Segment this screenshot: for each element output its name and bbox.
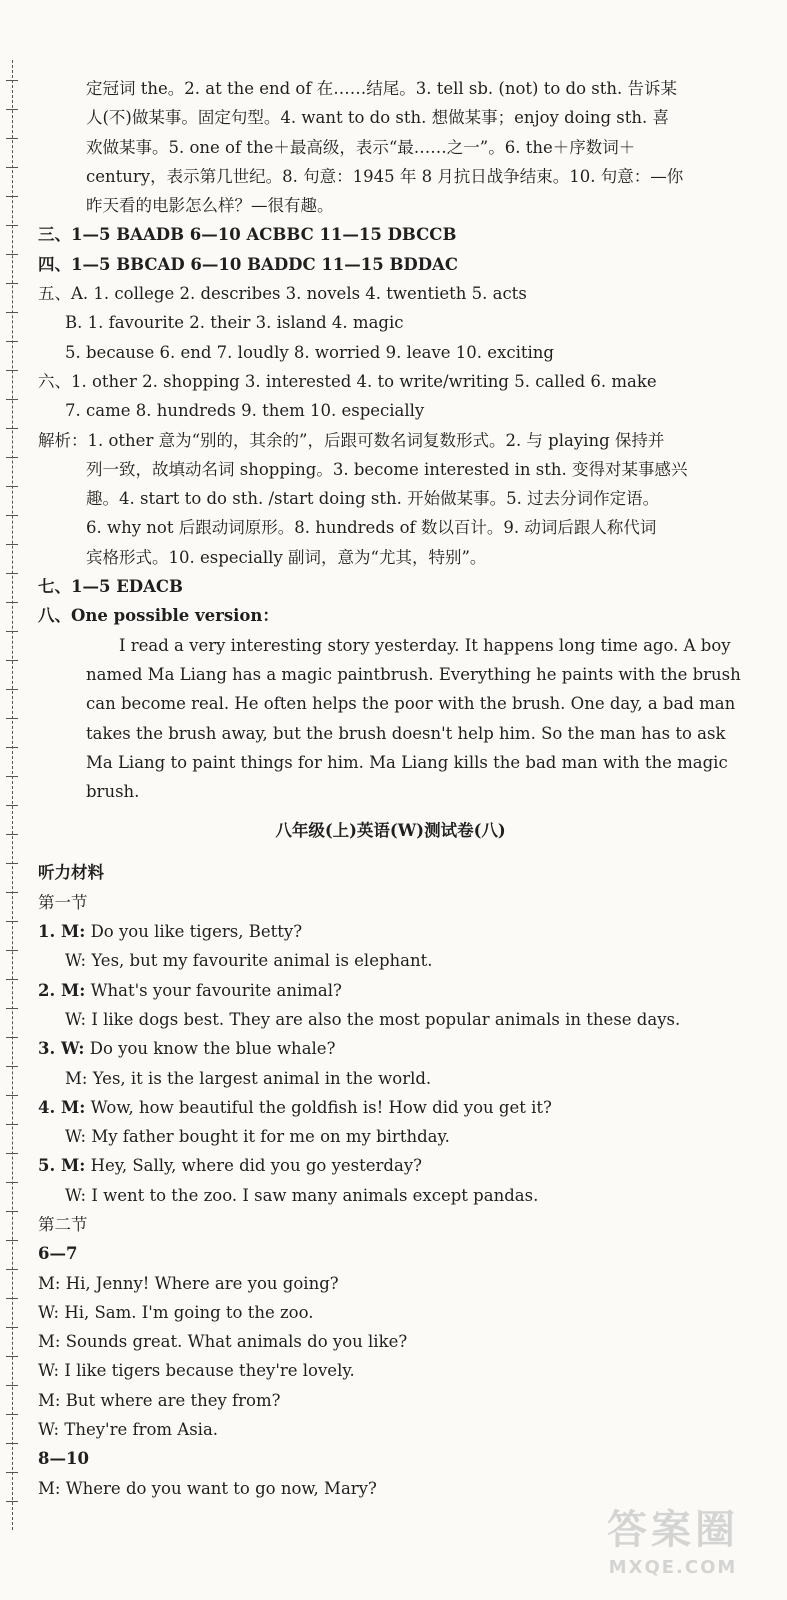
essay-line: can become real. He often helps the poor with the brush. One day, a bad man	[86, 694, 736, 714]
margin-tick	[6, 1298, 18, 1299]
dialog-text: What's your favourite animal?	[90, 980, 342, 1000]
sample-essay	[38, 631, 743, 807]
section-5a-answers: 五、A. 1. college 2. describes 3. novels 4. twentieth 5. acts	[38, 284, 527, 304]
margin-tick	[6, 602, 18, 603]
listening-label: 听力材料	[38, 863, 104, 883]
text-line: 列一致，故填动名词 shopping。3. become interested in sth. 变得对某事感兴	[86, 459, 688, 479]
dialog-line: W: I like tigers because they're lovely.	[38, 1361, 355, 1381]
margin-tick	[6, 950, 18, 951]
watermark-url: MXQE.COM	[608, 1557, 738, 1578]
speaker-label: 5. M:	[38, 1156, 86, 1176]
dialog-text: Yes, but my favourite animal is elephant.	[91, 951, 433, 971]
dialog-text: My father bought it for me on my birthday.	[91, 1127, 450, 1147]
section-6-answers: 六、1. other 2. shopping 3. interested 4. to write/writing 5. called 6. make	[38, 371, 657, 391]
margin-tick	[6, 1356, 18, 1357]
part1-dialogs	[38, 917, 743, 1210]
margin-tick	[6, 776, 18, 777]
margin-tick	[6, 805, 18, 806]
margin-tick	[6, 283, 18, 284]
margin-tick	[6, 1037, 18, 1038]
speaker-label: 3. W:	[38, 1039, 85, 1059]
essay-line: named Ma Liang has a magic paintbrush. Everything he paints with the brush	[86, 664, 741, 684]
margin-tick	[6, 254, 18, 255]
margin-tick	[6, 486, 18, 487]
part2-label: 第二节	[38, 1214, 88, 1234]
dialog-line: W: Hi, Sam. I'm going to the zoo.	[38, 1302, 314, 1322]
margin-tick	[6, 892, 18, 893]
essay-line: takes the brush away, but the brush doesn't help him. So the man has to ask	[86, 723, 726, 743]
speaker-label: W:	[65, 951, 87, 971]
margin-tick	[6, 167, 18, 168]
watermark-logo	[573, 1504, 773, 1594]
dialog-text: Do you know the blue whale?	[89, 1039, 336, 1059]
margin-tick	[6, 428, 18, 429]
margin-tick	[6, 1153, 18, 1154]
margin-tick	[6, 1124, 18, 1125]
dialog-text: Wow, how beautiful the goldfish is! How did you get it?	[90, 1097, 552, 1117]
essay-line: I read a very interesting story yesterday. It happens long time ago. A boy	[119, 635, 731, 655]
dialog-line: M: Sounds great. What animals do you like?	[38, 1332, 408, 1352]
dialog-line: M: Hi, Jenny! Where are you going?	[38, 1273, 339, 1293]
analysis-block	[38, 426, 743, 572]
margin-tick	[6, 1008, 18, 1009]
question-range-8-10: 8—10	[38, 1449, 89, 1469]
margin-tick	[6, 138, 18, 139]
dialog-line	[38, 976, 743, 1005]
margin-tick	[6, 109, 18, 110]
margin-tick	[6, 834, 18, 835]
dialog-text: Do you like tigers, Betty?	[90, 922, 303, 942]
section-4-answers: 四、1—5 BBCAD 6—10 BADDC 11—15 BDDAC	[38, 254, 458, 274]
margin-tick	[6, 631, 18, 632]
margin-tick	[6, 1443, 18, 1444]
test-title: 八年级(上)英语(W)测试卷(八)	[275, 821, 506, 841]
explanation-block-continued	[38, 74, 743, 220]
margin-tick	[6, 1385, 18, 1386]
binding-margin-line	[12, 60, 13, 1530]
part1-label: 第一节	[38, 892, 88, 912]
margin-tick	[6, 1182, 18, 1183]
text-line: century，表示第几世纪。8. 句意：1945 年 8 月抗日战争结束。10. 句意：—你	[86, 166, 684, 186]
dialog-text: Yes, it is the largest animal in the world.	[92, 1068, 432, 1088]
margin-tick	[6, 341, 18, 342]
section-7-answers: 七、1—5 EDACB	[38, 577, 183, 597]
dialog-line	[38, 1181, 743, 1210]
dialog-text: I went to the zoo. I saw many animals except pandas.	[91, 1185, 539, 1205]
section-8-label: 八、One possible version：	[38, 606, 279, 626]
section-6-answers-cont: 7. came 8. hundreds 9. them 10. especially	[65, 401, 425, 421]
margin-tick	[6, 544, 18, 545]
margin-tick	[6, 747, 18, 748]
section-5b-answers-cont: 5. because 6. end 7. loudly 8. worried 9. leave 10. exciting	[65, 342, 554, 362]
margin-tick	[6, 863, 18, 864]
margin-tick	[6, 1240, 18, 1241]
margin-tick	[6, 80, 18, 81]
dialog-line	[38, 946, 743, 975]
speaker-label: 1. M:	[38, 922, 86, 942]
section-5b-answers: B. 1. favourite 2. their 3. island 4. magic	[65, 313, 404, 333]
margin-tick	[6, 1327, 18, 1328]
speaker-label: W:	[65, 1009, 87, 1029]
margin-tick	[6, 515, 18, 516]
text-line: 趣。4. start to do sth. /start doing sth. 开始做某事。5. 过去分词作定语。	[86, 489, 660, 509]
dialog-line: M: But where are they from?	[38, 1390, 281, 1410]
margin-tick	[6, 1472, 18, 1473]
margin-tick	[6, 312, 18, 313]
dialog-line	[38, 917, 743, 946]
speaker-label: 4. M:	[38, 1097, 86, 1117]
margin-tick	[6, 1414, 18, 1415]
margin-tick	[6, 921, 18, 922]
dialog-line: W: They're from Asia.	[38, 1420, 219, 1440]
margin-tick	[6, 660, 18, 661]
margin-tick	[6, 399, 18, 400]
margin-tick	[6, 1269, 18, 1270]
watermark-title: 答案圈	[607, 1507, 739, 1553]
margin-tick	[6, 979, 18, 980]
text-line: 定冠词 the。2. at the end of 在……结尾。3. tell sb. (not) to do sth. 告诉某	[86, 79, 677, 98]
text-line: 6. why not 后跟动词原形。8. hundreds of 数以百计。9. 动词后跟人称代词	[86, 518, 657, 538]
dialog-line	[38, 1005, 743, 1034]
dialog-line	[38, 1122, 743, 1151]
dialog-line	[38, 1064, 743, 1093]
margin-tick	[6, 370, 18, 371]
margin-tick	[6, 1095, 18, 1096]
dialog-line	[38, 1093, 743, 1122]
dialog-text: Hey, Sally, where did you go yesterday?	[90, 1156, 422, 1176]
margin-tick	[6, 718, 18, 719]
dialog-line	[38, 1034, 743, 1063]
margin-tick	[6, 196, 18, 197]
section-3-answers: 三、1—5 BAADB 6—10 ACBBC 11—15 DBCCB	[38, 225, 457, 245]
margin-tick	[6, 1211, 18, 1212]
question-range-6-7: 6—7	[38, 1244, 78, 1264]
dialog-6-7	[38, 1269, 743, 1445]
margin-tick	[6, 457, 18, 458]
text-line: 欢做某事。5. one of the＋最高级，表示“最……之一”。6. the＋序数词＋	[86, 137, 636, 157]
answer-page	[38, 74, 743, 1503]
dialog-text: I like dogs best. They are also the most popular animals in these days.	[91, 1009, 681, 1029]
margin-tick	[6, 1066, 18, 1067]
text-line: 昨天看的电影怎么样？—很有趣。	[86, 196, 334, 216]
essay-line: brush.	[86, 782, 140, 802]
speaker-label: W:	[65, 1185, 87, 1205]
speaker-label: 2. M:	[38, 980, 86, 1000]
speaker-label: M:	[65, 1068, 88, 1088]
margin-tick	[6, 1501, 18, 1502]
margin-tick	[6, 225, 18, 226]
text-line: 宾格形式。10. especially 副词，意为“尤其，特别”。	[86, 547, 487, 567]
dialog-line: M: Where do you want to go now, Mary?	[38, 1478, 377, 1498]
essay-line: Ma Liang to paint things for him. Ma Liang kills the bad man with the magic	[86, 752, 728, 772]
text-line: 人(不)做某事。固定句型。4. want to do sth. 想做某事；enjoy doing sth. 喜	[86, 108, 670, 128]
margin-tick	[6, 689, 18, 690]
margin-tick	[6, 573, 18, 574]
dialog-line	[38, 1151, 743, 1180]
speaker-label: W:	[65, 1127, 87, 1147]
text-line: 解析：1. other 意为“别的，其余的”，后跟可数名词复数形式。2. 与 playing 保持并	[38, 430, 665, 450]
dialog-8-10	[38, 1474, 743, 1503]
